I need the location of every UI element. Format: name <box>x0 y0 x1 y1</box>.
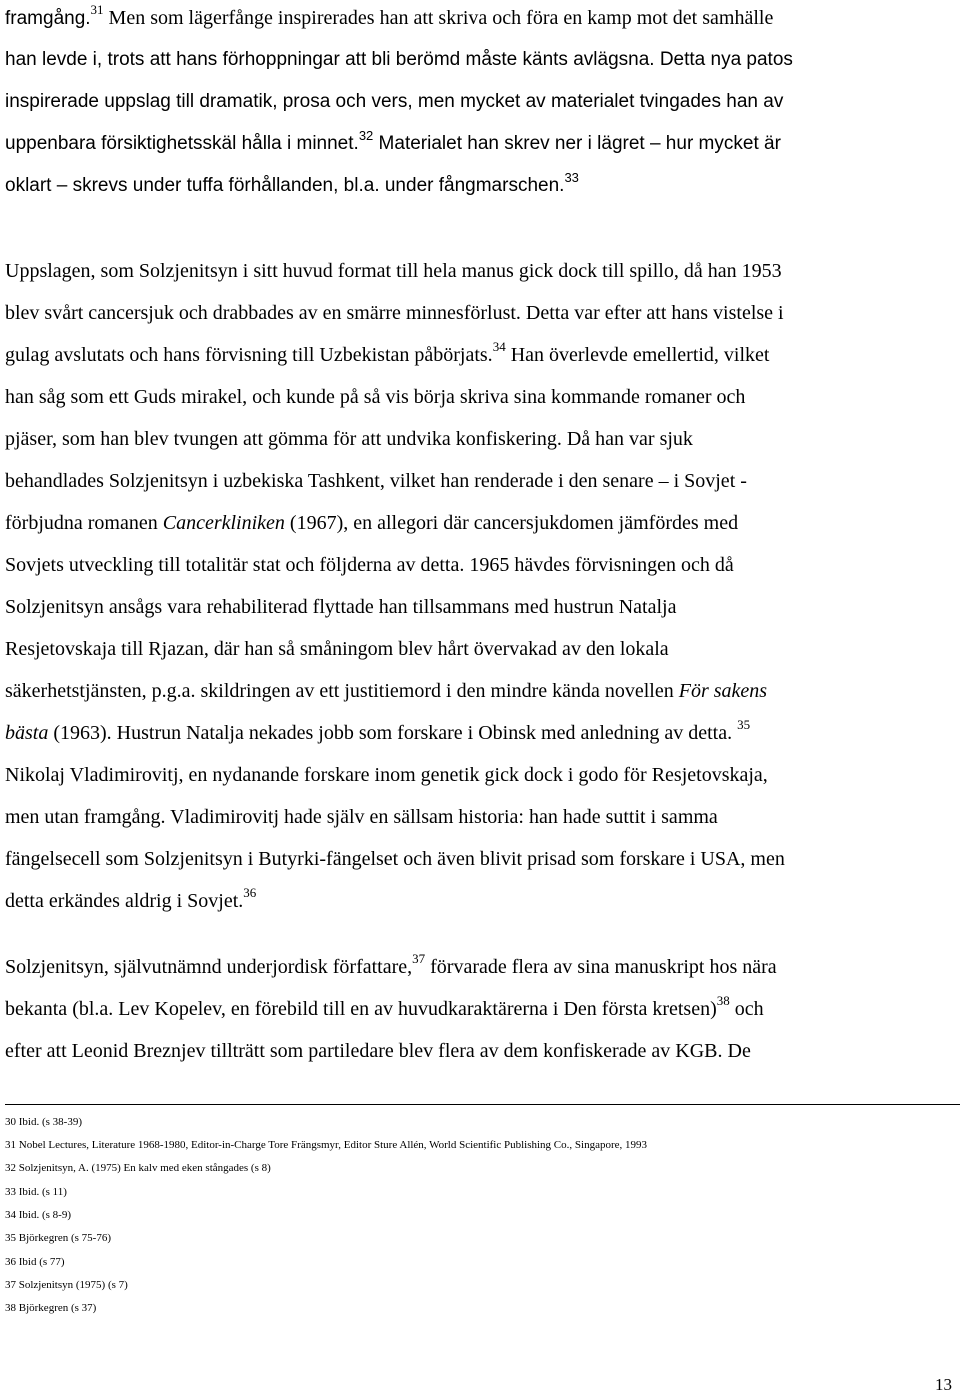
footnote-ref-38[interactable]: 38 <box>716 993 730 1009</box>
text-span: uppenbara försiktighetsskäl hålla i minnet. <box>5 133 359 154</box>
paragraph-1-line-2: han levde i, trots att hans förhoppningar att bli berömd måste känts avlägsna. Detta nya patos <box>5 49 793 70</box>
paragraph-2-line-7 <box>5 511 738 535</box>
text-span: (1967), en allegori där cancersjukdomen jämfördes med <box>284 512 739 534</box>
paragraph-3-line-1 <box>5 951 777 979</box>
text-span: förbjudna romanen <box>5 512 163 534</box>
paragraph-1-line-5 <box>5 169 579 198</box>
footnote-36: 36 Ibid (s 77) <box>5 1256 65 1268</box>
footnote-ref-31[interactable]: 31 <box>90 2 104 18</box>
paragraph-2-line-13: Nikolaj Vladimirovitj, en nydanande forskare inom genetik gick dock i godo för Resjetovskaja, <box>5 764 768 786</box>
paragraph-3-line-3: efter att Leonid Breznjev tillträtt som partiledare blev flera av dem konfiskerade av KGB. De <box>5 1040 751 1062</box>
footnote-37: 37 Solzjenitsyn (1975) (s 7) <box>5 1279 128 1291</box>
footnote-separator <box>5 1104 960 1105</box>
footnote-31: 31 Nobel Lectures, Literature 1968-1980, Editor-in-Charge Tore Frängsmyr, Editor Sture Allén, World Scientific Publishing Co., Singapore, 1993 <box>5 1139 647 1151</box>
footnote-ref-32[interactable]: 32 <box>358 127 374 143</box>
footnote-32: 32 Solzjenitsyn, A. (1975) En kalv med eken stångades (s 8) <box>5 1162 271 1174</box>
paragraph-2-line-1: Uppslagen, som Solzjenitsyn i sitt huvud format till hela manus gick dock till spillo, då han 1953 <box>5 260 782 282</box>
footnote-ref-33[interactable]: 33 <box>564 169 579 185</box>
paragraph-3-line-2 <box>5 993 764 1021</box>
text-span: Men som lägerfånge inspirerades han att skriva och föra en kamp mot det samhälle <box>103 7 774 29</box>
text-span: säkerhetstjänsten, p.g.a. skildringen av ett justitiemord i den mindre kända novellen <box>5 680 679 702</box>
paragraph-1-line-3: inspirerade uppslag till dramatik, prosa och vers, men mycket av materialet tvingades han av <box>5 91 784 112</box>
book-title: bästa <box>5 722 49 744</box>
text-span: Solzjenitsyn, självutnämnd underjordisk författare, <box>5 956 413 978</box>
paragraph-2-line-4: han såg som ett Guds mirakel, och kunde på så vis börja skriva sina kommande romaner och <box>5 386 746 408</box>
text-span: och <box>729 998 764 1020</box>
text-span: framgång. <box>5 8 91 29</box>
paragraph-2-line-9: Solzjenitsyn ansågs vara rehabiliterad flyttade han tillsammans med hustrun Natalja <box>5 596 677 618</box>
book-title: Cancerkliniken <box>162 512 285 534</box>
text-span: förvarade flera av sina manuskript hos nära <box>425 956 777 978</box>
footnote-ref-37[interactable]: 37 <box>412 951 426 967</box>
text-span: (1963). Hustrun Natalja nekades jobb som forskare i Obinsk med anledning av detta. <box>48 722 733 744</box>
page-number: 13 <box>935 1375 952 1394</box>
text-span: oklart – skrevs under tuffa förhållanden, bl.a. under fångmarschen. <box>5 175 565 196</box>
paragraph-2-line-14: men utan framgång. Vladimirovitj hade själv en sällsam historia: han hade suttit i samma <box>5 806 718 828</box>
text-span: Materialet han skrev ner i lägret – hur mycket är <box>373 133 781 154</box>
text-span: Han överlevde emellertid, vilket <box>505 344 770 366</box>
footnote-33: 33 Ibid. (s 11) <box>5 1186 67 1198</box>
paragraph-1-line-4 <box>5 127 781 156</box>
footnote-34: 34 Ibid. (s 8-9) <box>5 1209 71 1221</box>
book-title: För sakens <box>678 680 768 702</box>
text-span: gulag avslutats och hans förvisning till Uzbekistan påbörjats. <box>5 344 493 366</box>
paragraph-1-line-1 <box>5 2 774 31</box>
footnote-35: 35 Björkegren (s 75-76) <box>5 1232 112 1244</box>
text-span: detta erkändes aldrig i Sovjet. <box>5 890 244 912</box>
paragraph-2-line-11 <box>5 679 767 703</box>
footnote-ref-34[interactable]: 34 <box>492 339 506 355</box>
paragraph-2-line-5: pjäser, som han blev tvungen att gömma för att undvika konfiskering. Då han var sjuk <box>5 428 693 450</box>
paragraph-2-line-16 <box>5 885 257 913</box>
paragraph-2-line-12 <box>5 717 751 745</box>
paragraph-2-line-2: blev svårt cancersjuk och drabbades av en smärre minnesförlust. Detta var efter att hans vistelse i <box>5 302 784 324</box>
footnote-38: 38 Björkegren (s 37) <box>5 1302 97 1314</box>
footnote-ref-36[interactable]: 36 <box>243 885 257 901</box>
text-span: bekanta (bl.a. Lev Kopelev, en förebild till en av huvudkaraktärerna i Den första kretsen) <box>5 998 717 1020</box>
footnote-30: 30 Ibid. (s 38-39) <box>5 1116 82 1128</box>
paragraph-2-line-6: behandlades Solzjenitsyn i uzbekiska Tashkent, vilket han renderade i den senare – i Sovjet - <box>5 470 747 492</box>
paragraph-2-line-8: Sovjets utveckling till totalitär stat och följderna av detta. 1965 hävdes förvisningen och då <box>5 554 734 576</box>
paragraph-2-line-3 <box>5 339 770 367</box>
paragraph-2-line-10: Resjetovskaja till Rjazan, där han så småningom blev hårt övervakad av den lokala <box>5 638 669 660</box>
footnote-ref-35[interactable]: 35 <box>737 717 751 733</box>
paragraph-2-line-15: fängelsecell som Solzjenitsyn i Butyrki-fängelset och även blivit prisad som forskare i USA, men <box>5 848 785 870</box>
